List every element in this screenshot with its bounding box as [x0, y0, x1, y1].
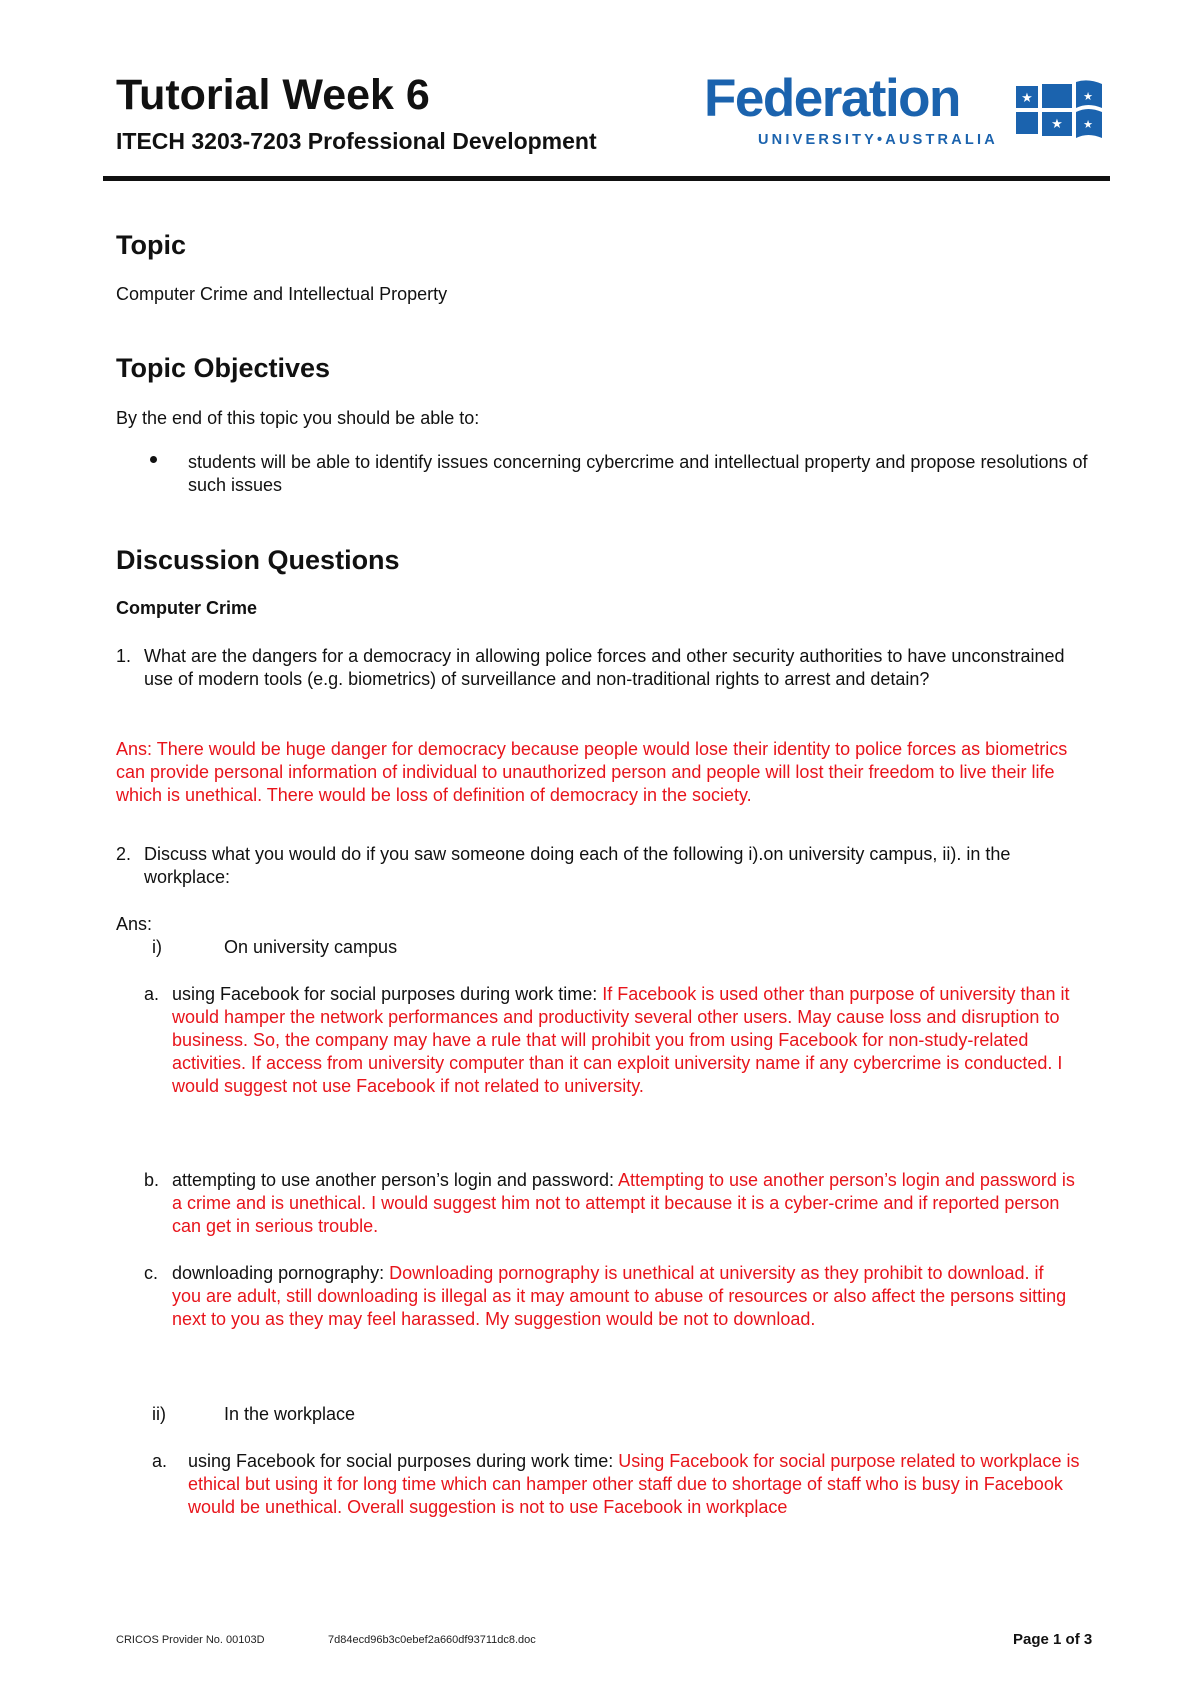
svg-text:★: ★: [1083, 118, 1093, 131]
item-letter: b.: [144, 1170, 160, 1190]
answer-label: Ans:: [116, 914, 153, 934]
logo-wordmark: Federation: [704, 69, 960, 128]
svg-text:★: ★: [1051, 117, 1063, 132]
item-answer: Downloading pornography is unethical at university as they prohibit to download. if you are adult, still downloading is illegal as it may amount to abuse of resources or also affect the persons sitting next to you as they may feel harassed. My suggestion would be not to download.: [172, 1263, 1067, 1329]
topic-heading: Topic: [116, 230, 186, 260]
header-divider: [103, 176, 1110, 181]
topic-text: Computer Crime and Intellectual Property: [116, 284, 448, 304]
svg-text:★: ★: [1021, 91, 1033, 106]
question-number: 2.: [116, 844, 132, 864]
item-answer: Using Facebook for social purpose related to workplace is ethical but using it for long time which can hamper other staff due to shortage of staff who is busy in Facebook would be unethical. Overall suggestion is not to use Facebook in workplace: [188, 1451, 1080, 1517]
item-prompt: downloading pornography:: [172, 1263, 390, 1283]
question-1-text: What are the dangers for a democracy in allowing police forces and other security authorities to have unconstrained use of modern tools (e.g. biometrics) of surveillance and non-traditional rights to arrest and detain?: [144, 646, 1065, 689]
footer-filename: 7d84ecd96b3c0ebef2a660df93711dc8.doc: [328, 1634, 536, 1646]
part-ii-number: ii): [152, 1404, 166, 1424]
footer-page-number: Page 1 of 3: [1013, 1631, 1093, 1648]
svg-text:★: ★: [1083, 90, 1093, 103]
part-ii-label: In the workplace: [224, 1404, 356, 1424]
discussion-heading: Discussion Questions: [116, 545, 400, 575]
item-prompt: using Facebook for social purposes during work time:: [188, 1451, 619, 1471]
footer-cricos: CRICOS Provider No. 00103D: [116, 1634, 265, 1646]
objectives-intro: By the end of this topic you should be able to:: [116, 408, 480, 428]
item-prompt: attempting to use another person’s login and password:: [172, 1170, 618, 1190]
item-i-a: [172, 983, 1077, 1098]
item-i-c: [172, 1262, 1077, 1331]
bullet-marker: [150, 456, 157, 463]
question-number: 1.: [116, 646, 132, 666]
part-i-number: i): [152, 937, 162, 957]
item-letter: a.: [144, 984, 160, 1004]
item-prompt: using Facebook for social purposes during work time:: [172, 984, 603, 1004]
item-answer: If Facebook is used other than purpose of university than it would hamper the network performances and productivity several other users. May cause loss and disruption to business. So, the company may have a rule that will prohibit you from using Facebook for non-study-related activities. If access from university computer than it can exploit university name if any cybercrime is conducted. I would suggest not use Facebook if not related to university.: [172, 984, 1070, 1096]
computer-crime-subheading: Computer Crime: [116, 598, 258, 618]
item-i-b: [172, 1169, 1077, 1238]
item-letter: c.: [144, 1263, 159, 1283]
part-i-label: On university campus: [224, 937, 398, 957]
document-title: Tutorial Week 6: [116, 71, 430, 119]
question-2-text: Discuss what you would do if you saw someone doing each of the following i).on university campus, ii). in the workplace:: [144, 844, 1011, 887]
flag-emblem-icon: [1016, 80, 1102, 144]
objectives-heading: Topic Objectives: [116, 353, 331, 383]
federation-university-logo: [704, 69, 1104, 150]
question-1-answer: Ans: There would be huge danger for democracy because people would lose their identity to police forces as biometrics can provide personal information of individual to unauthorized person and people will lost their freedom to live their life which is unethical. There would be loss of definition of democracy in the society.: [116, 739, 1068, 805]
objective-bullet: students will be able to identify issues concerning cybercrime and intellectual property and propose resolutions of such issues: [188, 452, 1088, 495]
item-answer: Attempting to use another person’s login and password is a crime and is unethical. I would suggest him not to attempt it because it is a cyber-crime and if reported person can get in serious trouble.: [172, 1170, 1075, 1236]
logo-tagline: UNIVERSITY•AUSTRALIA: [758, 132, 998, 148]
item-ii-a: [188, 1450, 1098, 1519]
item-letter: a.: [152, 1451, 168, 1471]
document-subtitle: ITECH 3203-7203 Professional Development: [116, 128, 597, 154]
